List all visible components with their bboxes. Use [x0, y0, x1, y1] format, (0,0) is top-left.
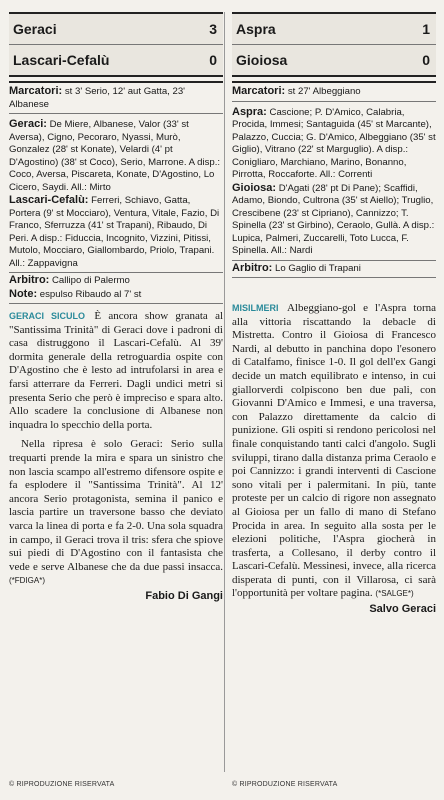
away-lineup	[9, 194, 223, 270]
article-paragraph: MISILMERI Albeggiano-gol e l'Aspra torna alla vittoria riscattando la debacle di Mistretta. Contro il Gioiosa di Francesco Nardi, al debutto in panchina dopo l'esonero di Catalfamo, finisce 1-0. Il gol dell'ex Gangi decide un match equilibrato e intenso, in cui giallorverdi colpiscono ben due pali, con Giovanni D'Amico e Immesi, e una traversa, con Palazzo direttamente da calcio di punizione. Gli ospiti si rendono pericolosi nel finale conquistando tanti calci d'angolo. Sugli sviluppi, tirano dalla distanza prima Ceraolo e poi Cannizzo: i grandi interventi di Cascione sono vitali per i palermitani. In più, tante proteste per un calcio di rigore non assegnato al Gioiosa per un fallo di mano di Stefano Procida in area. In seguito alla sosta per le elezioni politiche, l'Aspra giocherà in trasferta, a Collesano, il derby contro il Lascari-Cefalù. Messinesi, invece, alla ricerca disperata di punti, con il Villarosa, ci sarà l'opportunità per voltare pagina. (*SALGE*)	[232, 302, 436, 600]
scorers-text: st 3' Serio, 12' aut Gatta, 23' Albanese	[9, 86, 186, 110]
article-paragraph: GERACI SICULO È ancora show granata al "Santissima Trinità" di Geraci dove i padroni di casa distruggono il Lascari-Cefalù. Al 39' dormita generale della retroguardia ospite con D'Agostino che è lesto ad intrufolarsi in area e farsi atterrare da Ferreri. Dagli undici metri si presenta Serio che però è impreciso e spara alto. Allo scadere la conclusione di Albanese non inquadra lo specchio della porta.	[9, 310, 224, 431]
match-details-right	[232, 81, 436, 278]
away-lineup-label: Gioiosa:	[232, 181, 277, 194]
home-lineup	[9, 118, 223, 194]
score-row	[9, 14, 223, 44]
home-lineup-text: Cascione; P. D'Amico, Calabria, Procida, Immesi; Santaguida (45' st Marcante), Palazzo, Cuccia; G. D'Amico, Albeggiano (35' st Giglio), Vitrano (22' st Marguglio). A disp.: Conigliaro, Marchiano, Marino, Bonanno, Pirrotta, Roccaforte. All.: Correnti	[232, 106, 436, 180]
score-row	[232, 44, 436, 75]
signoff: (*FDIGA*)	[9, 576, 45, 586]
score-row	[232, 14, 436, 44]
copyright-notice: © RIPRODUZIONE RISERVATA	[232, 781, 338, 788]
score-row	[9, 44, 223, 75]
scorers-label: Marcatori:	[232, 85, 286, 97]
dateline: GERACI SICULO	[9, 311, 86, 321]
home-lineup-label: Geraci:	[9, 118, 47, 130]
scorers-text: st 27' Albeggiano	[287, 86, 361, 97]
article-right	[232, 302, 436, 617]
notes-label: Note:	[9, 287, 38, 300]
signoff: (*SALGE*)	[375, 589, 414, 599]
article-paragraph: Nella ripresa è solo Geraci: Serio sulla trequarti prende la mira e spara un sinistro che non lascia scampo all'estremo difensore ospite e fa esplodere il "Santissima Trinità". Al 12' ancora Serio protagonista, semina il panico e lascia partire un traversone basso che deviato varca la linea di porta e fa 2-0. Una sola squadra in campo, il Geraci trova il tris: sfera che spiove sui piedi di D'Agostino con il fantasista che vede e serve Albanese che da due passi insacca. (*FDIGA*)	[9, 438, 223, 586]
team-name: Aspra	[236, 21, 276, 37]
scorers	[9, 85, 223, 114]
dateline: MISILMERI	[232, 303, 279, 313]
match-details-left	[9, 81, 223, 304]
home-lineup-label: Aspra:	[232, 105, 267, 118]
referee-label: Arbitro:	[9, 274, 50, 286]
away-lineup-text: Ferreri, Schiavo, Gatta, Portera (9' st Mocciaro), Ventura, Vitale, Fazio, Di Franco, Sferruzza (41' st Trapani), Ribaudo, Di Peri. A disp.: Fiduccia, Incognito, Vizzini, Pitissi, Mutolo, Mocciaro, Giallombardo, Priolo, Trapani. All.: Zappavigna	[9, 195, 220, 269]
notes-text: espulso Ribaudo al 7' st	[39, 288, 142, 300]
scoreboard-left	[9, 12, 223, 77]
home-lineup	[232, 106, 436, 182]
scoreboard-right	[232, 12, 436, 77]
team-goals: 1	[422, 21, 430, 37]
home-lineup-text: De Miere, Albanese, Valor (33' st Aversa), Cigno, Pecoraro, Nyassi, Murò, Gonzalez (28' st Konate), Velardi (4' pt D'Agostino) (38' st Coco), Serio, Marrone. A disp.: Coco, Aversa, Piscareta, Konate, D'Agostino, Lo Cicero, Saydi. All.: Mirto	[9, 119, 221, 193]
team-goals: 0	[209, 52, 217, 68]
away-lineup-label: Lascari-Cefalù:	[9, 194, 89, 206]
team-goals: 0	[422, 52, 430, 68]
scorers-label: Marcatori:	[9, 85, 63, 97]
team-goals: 3	[209, 21, 217, 37]
team-name: Geraci	[13, 21, 57, 37]
author-byline: Fabio Di Gangi	[145, 589, 223, 602]
away-lineup	[232, 182, 436, 258]
referee-label: Arbitro:	[232, 261, 273, 274]
right-column	[232, 12, 436, 792]
notes	[9, 288, 223, 305]
author-byline: Salvo Geraci	[369, 603, 436, 616]
team-name: Lascari-Cefalù	[13, 52, 110, 68]
referee-text: Lo Gaglio di Trapani	[275, 262, 361, 274]
referee	[232, 260, 436, 279]
copyright-notice: © RIPRODUZIONE RISERVATA	[9, 781, 115, 788]
team-name: Gioiosa	[236, 52, 288, 68]
referee	[9, 272, 223, 288]
left-column	[9, 12, 223, 792]
away-lineup-text: D'Agati (28' pt Di Pane); Scaffidi, Adamo, Biondo, Cultrona (35' st Aiello); Truglio, Crescibene (23' st Cipriano), Cannizzo; T. Spinella (23' st Girbino), Ceraolo, Gullà. A disp.: Lupica, Palmeri, Zuccarelli, Toto Lucca, F. Spinella. All.: Nardi	[232, 182, 435, 256]
column-divider	[224, 12, 225, 772]
referee-text: Callipo di Palermo	[52, 275, 130, 286]
scorers	[232, 85, 436, 102]
article-left	[9, 310, 223, 603]
